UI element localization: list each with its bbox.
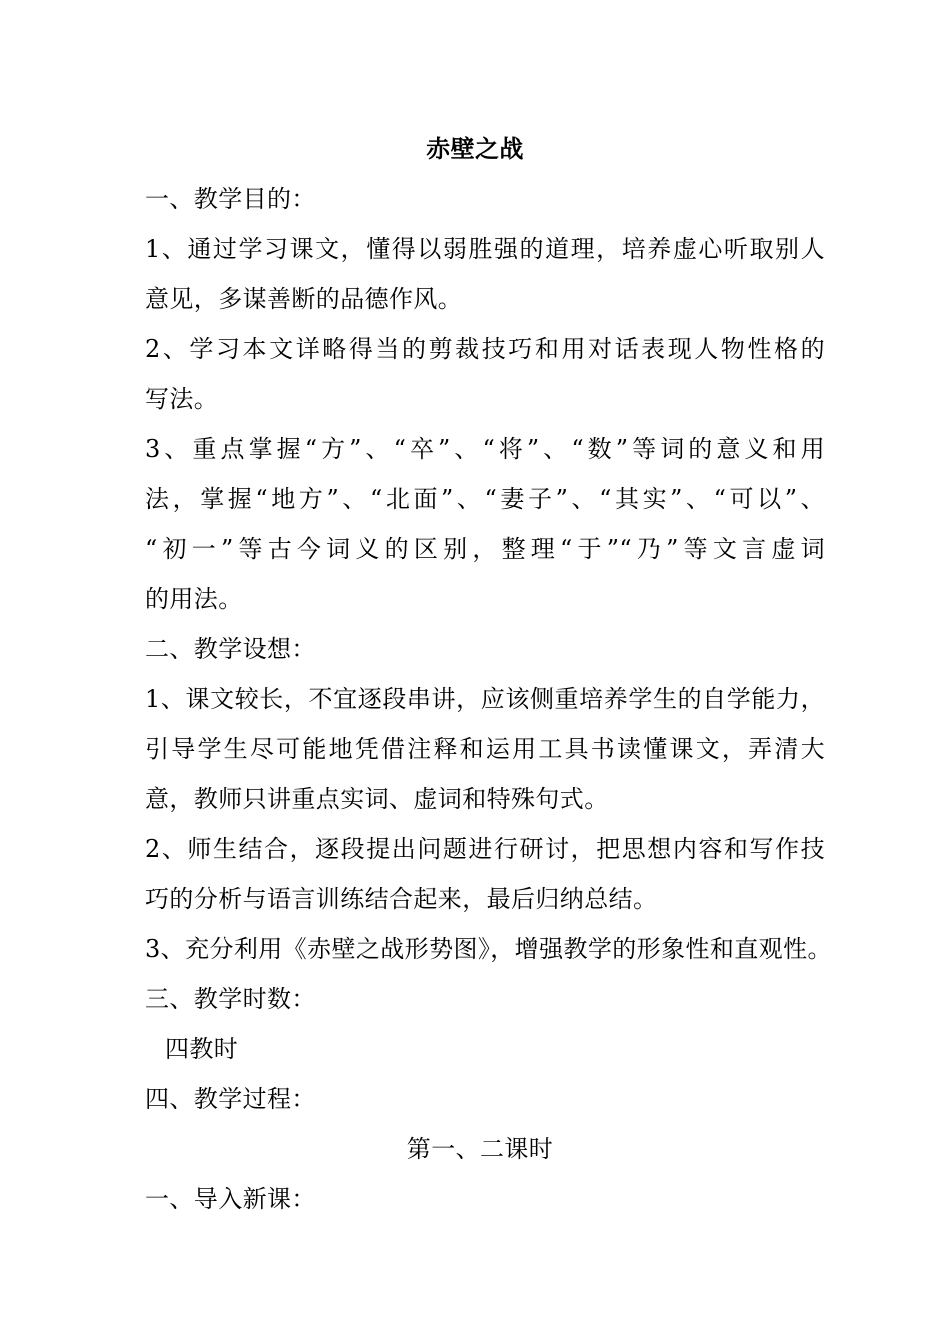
section-heading-objectives: 一、教学目的： — [145, 185, 316, 213]
paragraph-line: 的用法。 — [145, 585, 243, 613]
paragraph-line: 写法。 — [145, 385, 219, 413]
paragraph-line: “初一”等古今词义的区别，整理“于”“乃”等文言虚词 — [145, 535, 825, 563]
paragraph-line: 巧的分析与语言训练结合起来，最后归纳总结。 — [145, 885, 658, 913]
lesson-heading: 第一、二课时 — [406, 1135, 554, 1163]
document-title: 赤壁之战 — [426, 134, 524, 163]
subsection-heading: 一、导入新课： — [145, 1185, 316, 1213]
paragraph-line: 2、师生结合，逐段提出问题进行研讨，把思想内容和写作技 — [145, 835, 825, 863]
paragraph-line: 1、通过学习课文，懂得以弱胜强的道理，培养虚心听取别人 — [145, 235, 825, 263]
paragraph-line: 2、学习本文详略得当的剪裁技巧和用对话表现人物性格的 — [145, 335, 825, 363]
paragraph-line: 1、课文较长，不宜逐段串讲，应该侧重培养学生的自学能力， — [145, 685, 825, 713]
paragraph-line: 引导学生尽可能地凭借注释和运用工具书读懂课文，弄清大 — [145, 735, 825, 763]
document-page — [145, 124, 832, 1224]
paragraph-line: 四教时 — [165, 1035, 239, 1063]
paragraph-line: 3、重点掌握“方”、“卒”、“将”、“数”等词的意义和用 — [145, 435, 825, 463]
paragraph-line: 意见，多谋善断的品德作风。 — [145, 285, 463, 313]
section-heading-design: 二、教学设想： — [145, 635, 316, 663]
paragraph-line: 意，教师只讲重点实词、虚词和特殊句式。 — [145, 785, 609, 813]
section-heading-process: 四、教学过程： — [145, 1085, 316, 1113]
paragraph-line: 3、充分利用《赤壁之战形势图》，增强教学的形象性和直观性。 — [145, 935, 832, 963]
paragraph-line: 法，掌握“地方”、“北面”、“妻子”、“其实”、“可以”、 — [145, 485, 825, 513]
section-heading-hours: 三、教学时数： — [145, 985, 316, 1013]
